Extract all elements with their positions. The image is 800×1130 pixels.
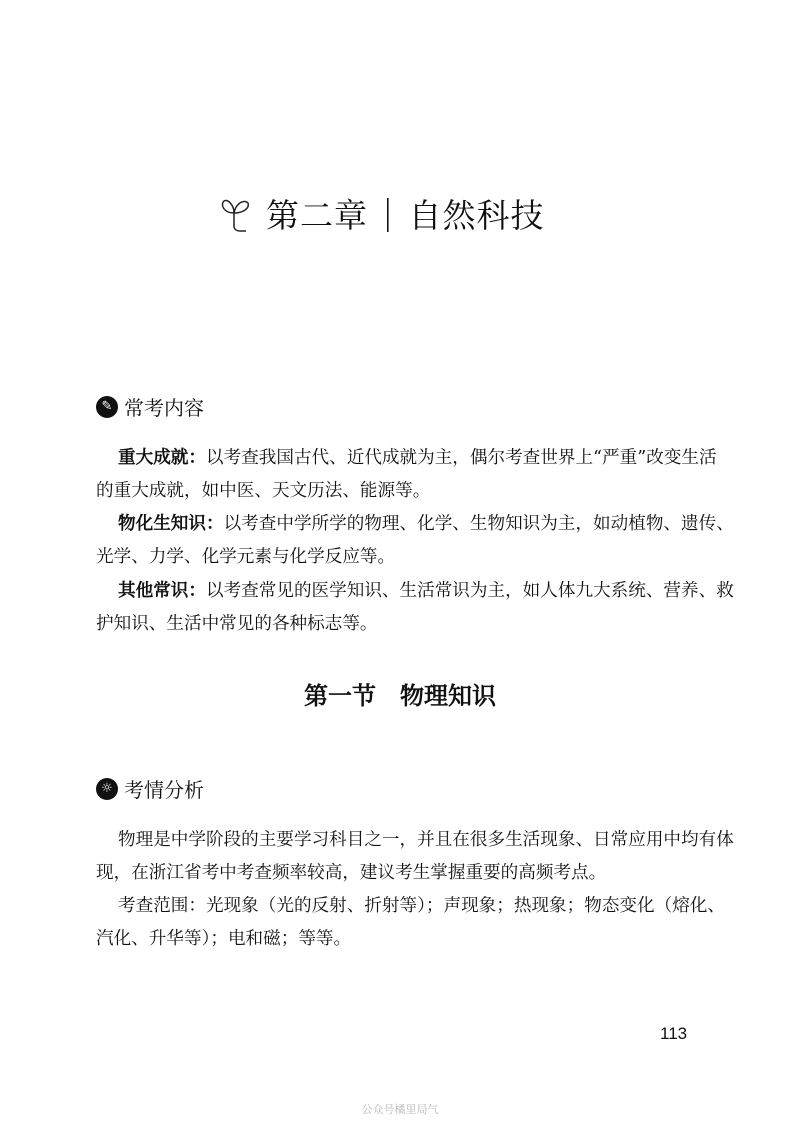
paragraph-line: 现，在浙江省考中考查频率较高，建议考生掌握重要的高频考点。	[96, 863, 607, 883]
paragraph-line: 的重大成就，如中医、天文历法、能源等。	[96, 481, 431, 501]
paragraph-line: 考查范围：光现象（光的反射、折射等）；声现象；热现象；物态变化（熔化、	[118, 896, 725, 916]
paragraph-line: 物理是中学阶段的主要学习科目之一，并且在很多生活现象、日常应用中均有体	[118, 830, 734, 850]
paragraph-line: 物化生知识：以考查中学所学的物理、化学、生物知识为主，如动植物、遗传、	[118, 514, 734, 534]
paragraph-line: 护知识、生活中常见的各种标志等。	[96, 614, 378, 634]
chapter-number: 第二章	[266, 195, 368, 235]
page-number: 113	[660, 1024, 688, 1043]
chapter-title	[218, 188, 544, 238]
section-heading-analysis	[96, 774, 204, 803]
paragraph-line: 其他常识：以考查常见的医学知识、生活常识为主，如人体九大系统、营养、救	[118, 581, 734, 601]
pen-cup-icon: ✎	[96, 396, 118, 418]
heading-text: 常考内容	[124, 396, 204, 420]
section-heading-common-content	[96, 392, 204, 421]
section-title: 第一节 物理知识	[304, 682, 496, 710]
chapter-separator: |	[382, 193, 395, 233]
sprout-icon	[218, 191, 262, 235]
watermark: 公众号橘里局气	[361, 1103, 439, 1116]
heading-text: 考情分析	[124, 778, 204, 802]
sun-icon: ☼	[96, 778, 118, 800]
paragraph-line: 汽化、升华等）；电和磁；等等。	[96, 929, 352, 949]
chapter-name: 自然科技	[408, 195, 545, 235]
paragraph-line: 重大成就：以考查我国古代、近代成就为主，偶尔考查世界上“严重”改变生活	[118, 448, 717, 468]
paragraph-line: 光学、力学、化学元素与化学反应等。	[96, 547, 396, 567]
